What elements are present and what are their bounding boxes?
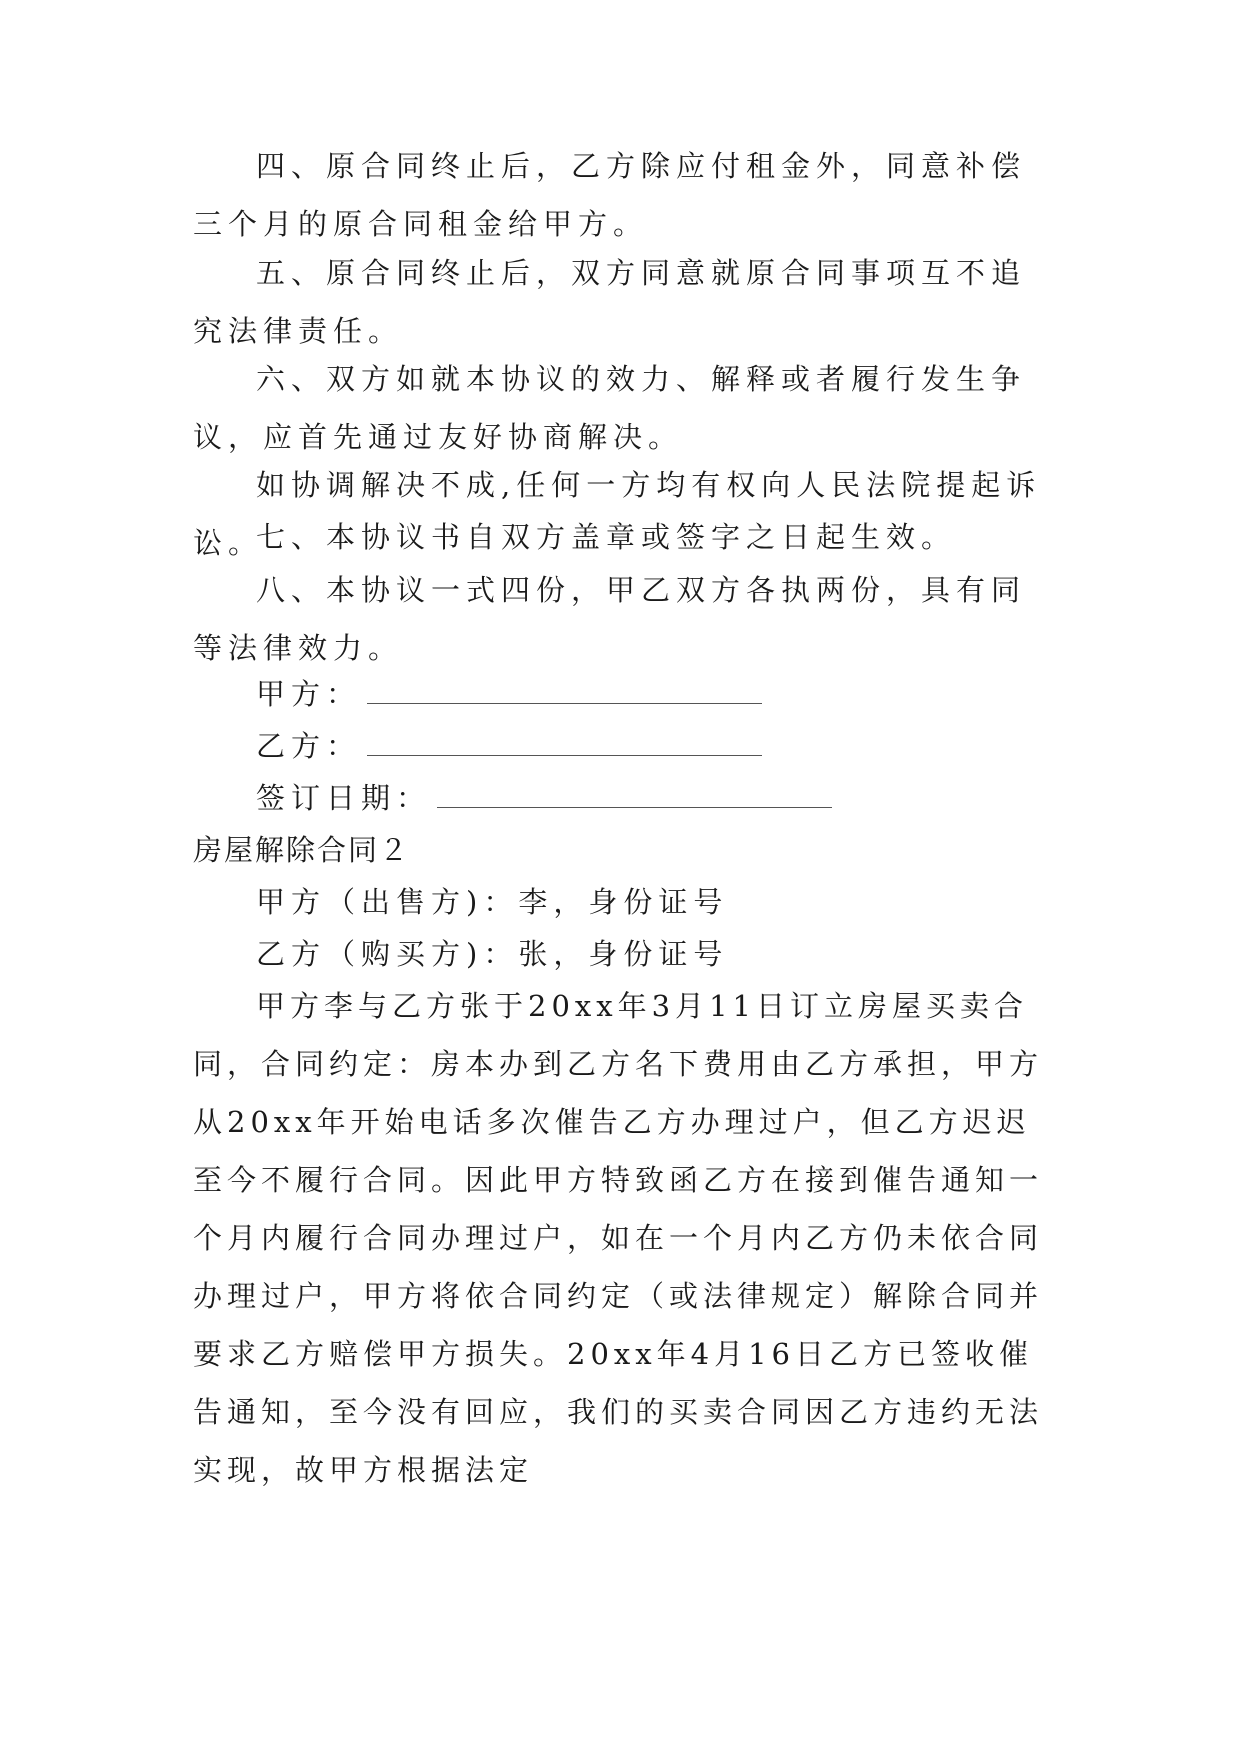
- date-signature-line: [437, 781, 832, 808]
- signature-party-a: [256, 665, 762, 723]
- section-2-title: 房屋解除合同２: [193, 833, 411, 867]
- clause-4: 四、原合同终止后，乙方除应付租金外，同意补偿三个月的原合同租金给甲方。: [193, 149, 1027, 241]
- party-b-label: 乙方：: [256, 729, 362, 763]
- seller-line: 甲方（出售方)：李，身份证号: [256, 885, 729, 919]
- section-2-body: 甲方李与乙方张于20xx年3月11日订立房屋买卖合同，合同约定：房本办到乙方名下费用由乙方承担，甲方从20xx年开始电话多次催告乙方办理过户，但乙方迟迟至今不履行合同。因此甲方特致函乙方在接到催告通知一个月内履行合同办理过户，如在一个月内乙方仍未依合同办理过户，甲方将依合同约定（或法律规定）解除合同并要求乙方赔偿甲方损失。20xx年4月16日乙方已签收催告通知，至今没有回应，我们的买卖合同因乙方违约无法实现，故甲方根据法定: [193, 989, 1044, 1487]
- signature-date: [256, 769, 832, 827]
- buyer-line: 乙方（购买方)：张，身份证号: [256, 937, 729, 971]
- clause-6: 六、双方如就本协议的效力、解释或者履行发生争议，应首先通过友好协商解决。: [193, 362, 1027, 454]
- signature-party-b: [256, 717, 762, 775]
- party-b-signature-line: [367, 729, 762, 756]
- clause-8: 八、本协议一式四份，甲乙双方各执两份，具有同等法律效力。: [193, 573, 1027, 665]
- clause-7: 七、本协议书自双方盖章或签字之日起生效。: [256, 520, 957, 554]
- date-label: 签订日期：: [256, 781, 432, 815]
- clause-5: 五、原合同终止后，双方同意就原合同事项互不追究法律责任。: [193, 256, 1027, 348]
- party-a-signature-line: [367, 677, 762, 704]
- clause-6-continued: 如协调解决不成,任何一方均有权向人民法院提起诉讼。: [193, 468, 1042, 560]
- party-a-label: 甲方：: [256, 677, 362, 711]
